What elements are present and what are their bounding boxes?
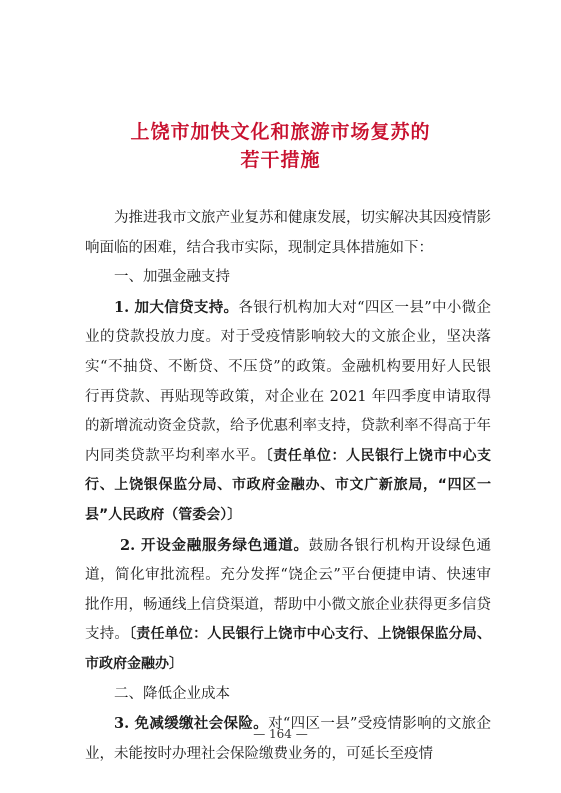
document-title	[0, 118, 561, 174]
item-3-text: 对“四区一县”受疫情影响的文旅企业，未能按时办理社会保险缴费业务的，可延长至疫情	[85, 716, 492, 762]
item-1-lead: 1. 加大信贷支持。	[114, 298, 239, 316]
item-2-paragraph	[85, 531, 491, 680]
item-2-responsible: 〔责任单位：人民银行上饶市中心支行、上饶银保监分局、市政府金融办〕	[85, 626, 492, 672]
item-2-text: 鼓励各银行机构开设绿色通道，简化审批流程。充分发挥“饶企云”平台便捷申请、快速审批作用，畅通线上信贷渠道，帮助中小微文旅企业获得更多信贷支持。	[85, 537, 491, 643]
title-line-1: 上饶市加快文化和旅游市场复苏的	[130, 121, 431, 143]
section-heading-1: 一、加强金融支持	[114, 269, 230, 286]
item-2-lead: 2. 开设金融服务绿色通道。	[120, 536, 309, 554]
page-number: — 164 —	[253, 727, 308, 741]
item-1-responsible: 〔责任单位：人民银行上饶市中心支行、上饶银保监分局、市政府金融办、市文广新旅局，“四区一县”人民政府（管委会）〕	[85, 447, 492, 523]
section-heading-2: 二、降低企业成本	[114, 685, 230, 702]
intro-paragraph: 为推进我市文旅产业复苏和健康发展，切实解决其因疫情影响面临的困难，结合我市实际，现制定具体措施如下：	[85, 210, 491, 256]
item-1-text: 各银行机构加大对“四区一县”中小微企业的贷款投放力度。对于受疫情影响较大的文旅企业，坚决落实“不抽贷、不断贷、不压贷”的政策。金融机构要用好人民银行再贷款、再贴现等政策，对企业在 2021 年四季度申请取得的新增流动资金贷款，给予优惠利率支持，贷款利率不得高于年内同类贷款平均利率水平。	[85, 299, 491, 464]
item-3-lead: 3. 免减缓缴社会保险。	[114, 715, 269, 733]
item-1-paragraph	[85, 293, 491, 531]
title-line-2: 若干措施	[240, 149, 321, 171]
document-body	[85, 204, 491, 769]
